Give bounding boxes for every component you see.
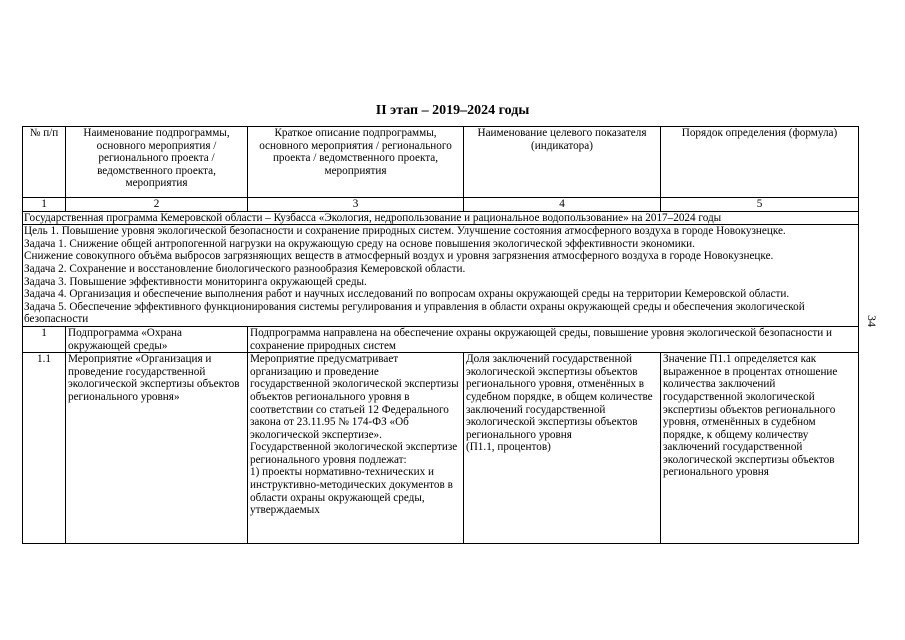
task-line: Задача 5. Обеспечение эффективного функционирования системы регулирования и управления в области охраны окружающей среды и обеспечения экологической безопасности bbox=[24, 300, 805, 326]
subprogram-description: Подпрограмма направлена на обеспечение охраны окружающей среды, повышение уровня экологической безопасности и сохранение природных систем bbox=[248, 326, 859, 352]
program-table bbox=[22, 126, 859, 544]
column-number: 4 bbox=[464, 198, 661, 212]
subprogram-row bbox=[23, 326, 859, 352]
subprogram-num: 1 bbox=[23, 326, 66, 352]
column-numbers-row bbox=[23, 198, 859, 212]
description-item: 1) проекты нормативно-технических и инструктивно-методических документов в области охраны окружающей среды, утверждаемых bbox=[250, 466, 453, 517]
row-num: 1.1 bbox=[23, 353, 66, 544]
row-formula: Значение П1.1 определяется как выраженное в процентах отношение количества заключений государственной экологической экспертизы объектов регионального уровня, отменённых в судебном порядке, к общему количеству заключений государственной экологической экспертизы объектов регионального уровня bbox=[661, 353, 859, 544]
indicator-code: (П1.1, процентов) bbox=[466, 441, 551, 454]
column-number: 2 bbox=[66, 198, 248, 212]
column-number: 1 bbox=[23, 198, 66, 212]
header-indicator: Наименование целевого показателя (индикатора) bbox=[464, 127, 661, 198]
task-line: Снижение совокупного объёма выбросов загрязняющих веществ в атмосферный воздух и уровня загрязнения атмосферного воздуха в городе Новокузнецке. bbox=[24, 250, 774, 263]
task-line: Задача 1. Снижение общей антропогенной нагрузки на окружающую среду на основе повышения экологической эффективности экономики. bbox=[24, 237, 695, 250]
column-number: 3 bbox=[248, 198, 464, 212]
page-title: II этап – 2019–2024 годы bbox=[375, 103, 530, 118]
page-number: 34 bbox=[865, 315, 879, 327]
column-number: 5 bbox=[661, 198, 859, 212]
header-name: Наименование подпрограммы, основного мероприятия / регионального проекта / ведомственного проекта, мероприятия bbox=[66, 127, 248, 198]
header-num: № п/п bbox=[23, 127, 66, 198]
description-text: Мероприятие предусматривает организацию и проведение государственной экологической экспертизы объектов регионального уровня в соответствии со статьей 12 Федерального закона от 23.11.95 № 174-ФЗ «Об экологической экспертизе». Государственной экологической экспертизе регионального уровня подлежат: bbox=[250, 353, 459, 466]
header-description: Краткое описание подпрограммы, основного мероприятия / регионального проекта / ведомственного проекта, мероприятия bbox=[248, 127, 464, 198]
subprogram-name: Подпрограмма «Охрана окружающей среды» bbox=[66, 326, 248, 352]
row-name: Мероприятие «Организация и проведение государственной экологической экспертизы объектов регионального уровня» bbox=[66, 353, 248, 544]
goal-line: Цель 1. Повышение уровня экологической безопасности и сохранение природных систем. Улучшение состояния атмосферного воздуха в городе Новокузнецке. bbox=[24, 225, 786, 238]
table-header-row bbox=[23, 127, 859, 198]
indicator-text: Доля заключений государственной экологической экспертизы объектов регионального уровня, отменённых в судебном порядке, в общем количестве заключений государственной экологической экспертизы объектов регионального уровня bbox=[466, 353, 653, 441]
goals-cell bbox=[23, 225, 859, 327]
table-row bbox=[23, 353, 859, 544]
program-title: Государственная программа Кемеровской области – Кузбасса «Экология, недропользование и рациональное водопользование» на 2017–2024 годы bbox=[23, 211, 859, 225]
task-line: Задача 4. Организация и обеспечение выполнения работ и научных исследований по вопросам охраны окружающей среды на территории Кемеровской области. bbox=[24, 288, 790, 301]
row-description bbox=[248, 353, 464, 544]
task-line: Задача 2. Сохранение и восстановление биологического разнообразия Кемеровской области. bbox=[24, 262, 466, 275]
program-row bbox=[23, 211, 859, 225]
header-formula: Порядок определения (формула) bbox=[661, 127, 859, 198]
row-indicator bbox=[464, 353, 661, 544]
task-line: Задача 3. Повышение эффективности мониторинга окружающей среды. bbox=[24, 275, 367, 288]
goals-row bbox=[23, 225, 859, 327]
